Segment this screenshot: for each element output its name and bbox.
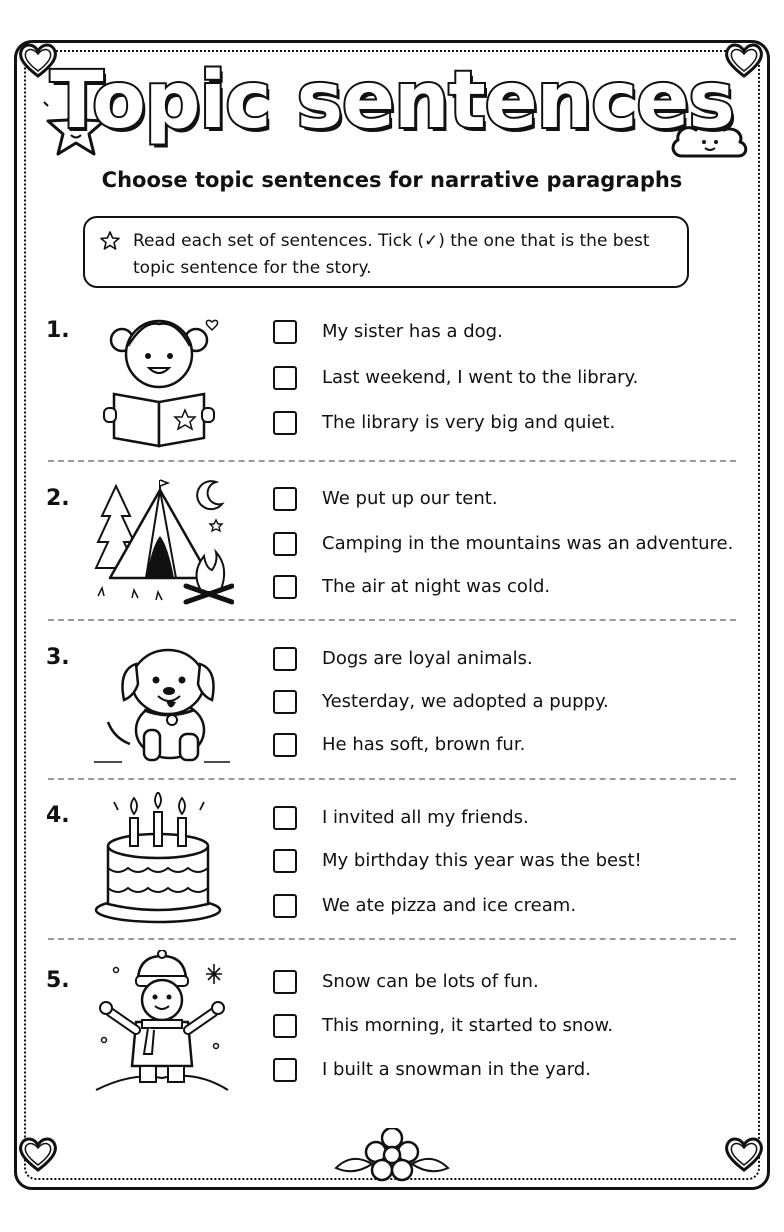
option-text: We ate pizza and ice cream. — [322, 895, 577, 916]
page-title: Topic sentences — [50, 56, 734, 146]
section-divider — [48, 460, 736, 462]
question-number: 1. — [46, 318, 70, 343]
option-text: My birthday this year was the best! — [322, 850, 642, 871]
tick-checkbox[interactable] — [273, 970, 297, 994]
instructions-text: Read each set of sentences. Tick (✓) the one that is the best topic sentence for the story. — [133, 231, 650, 278]
flower-icon — [332, 1128, 452, 1184]
tick-checkbox[interactable] — [273, 647, 297, 671]
tick-checkbox[interactable] — [273, 849, 297, 873]
tick-checkbox[interactable] — [273, 575, 297, 599]
option-text: Snow can be lots of fun. — [322, 971, 539, 992]
section-divider — [48, 619, 736, 621]
tick-checkbox[interactable] — [273, 1014, 297, 1038]
birthday-cake-icon — [92, 792, 224, 926]
option-text: This morning, it started to snow. — [322, 1015, 614, 1036]
question-number: 2. — [46, 486, 70, 511]
tick-checkbox[interactable] — [273, 690, 297, 714]
heart-icon — [16, 1134, 60, 1174]
section-divider — [48, 938, 736, 940]
puppy-icon — [92, 634, 234, 770]
question-number: 4. — [46, 803, 70, 828]
option-text: The air at night was cold. — [322, 576, 551, 597]
section-divider — [48, 778, 736, 780]
tick-checkbox[interactable] — [273, 532, 297, 556]
option-text: Camping in the mountains was an adventure. — [322, 533, 734, 554]
tick-checkbox[interactable] — [273, 806, 297, 830]
option-text: Dogs are loyal animals. — [322, 648, 533, 669]
option-text: Yesterday, we adopted a puppy. — [322, 691, 609, 712]
tick-checkbox[interactable] — [273, 320, 297, 344]
question-number: 3. — [46, 645, 70, 670]
heart-icon — [722, 1134, 766, 1174]
option-text: He has soft, brown fur. — [322, 734, 526, 755]
instructions-box — [83, 216, 689, 288]
option-text: I built a snowman in the yard. — [322, 1059, 591, 1080]
child-in-snow-icon — [92, 950, 232, 1102]
tick-checkbox[interactable] — [273, 411, 297, 435]
option-text: I invited all my friends. — [322, 807, 529, 828]
tick-checkbox[interactable] — [273, 1058, 297, 1082]
option-text: Last weekend, I went to the library. — [322, 367, 639, 388]
tick-checkbox[interactable] — [273, 894, 297, 918]
girl-reading-book-icon — [92, 304, 232, 452]
page-subtitle: Choose topic sentences for narrative paragraphs — [101, 168, 683, 192]
question-number: 5. — [46, 968, 70, 993]
option-text: The library is very big and quiet. — [322, 412, 616, 433]
camping-tent-icon — [92, 476, 234, 608]
tick-checkbox[interactable] — [273, 366, 297, 390]
tick-checkbox[interactable] — [273, 487, 297, 511]
option-text: We put up our tent. — [322, 488, 498, 509]
tick-checkbox[interactable] — [273, 733, 297, 757]
star-icon — [99, 230, 121, 252]
option-text: My sister has a dog. — [322, 321, 503, 342]
